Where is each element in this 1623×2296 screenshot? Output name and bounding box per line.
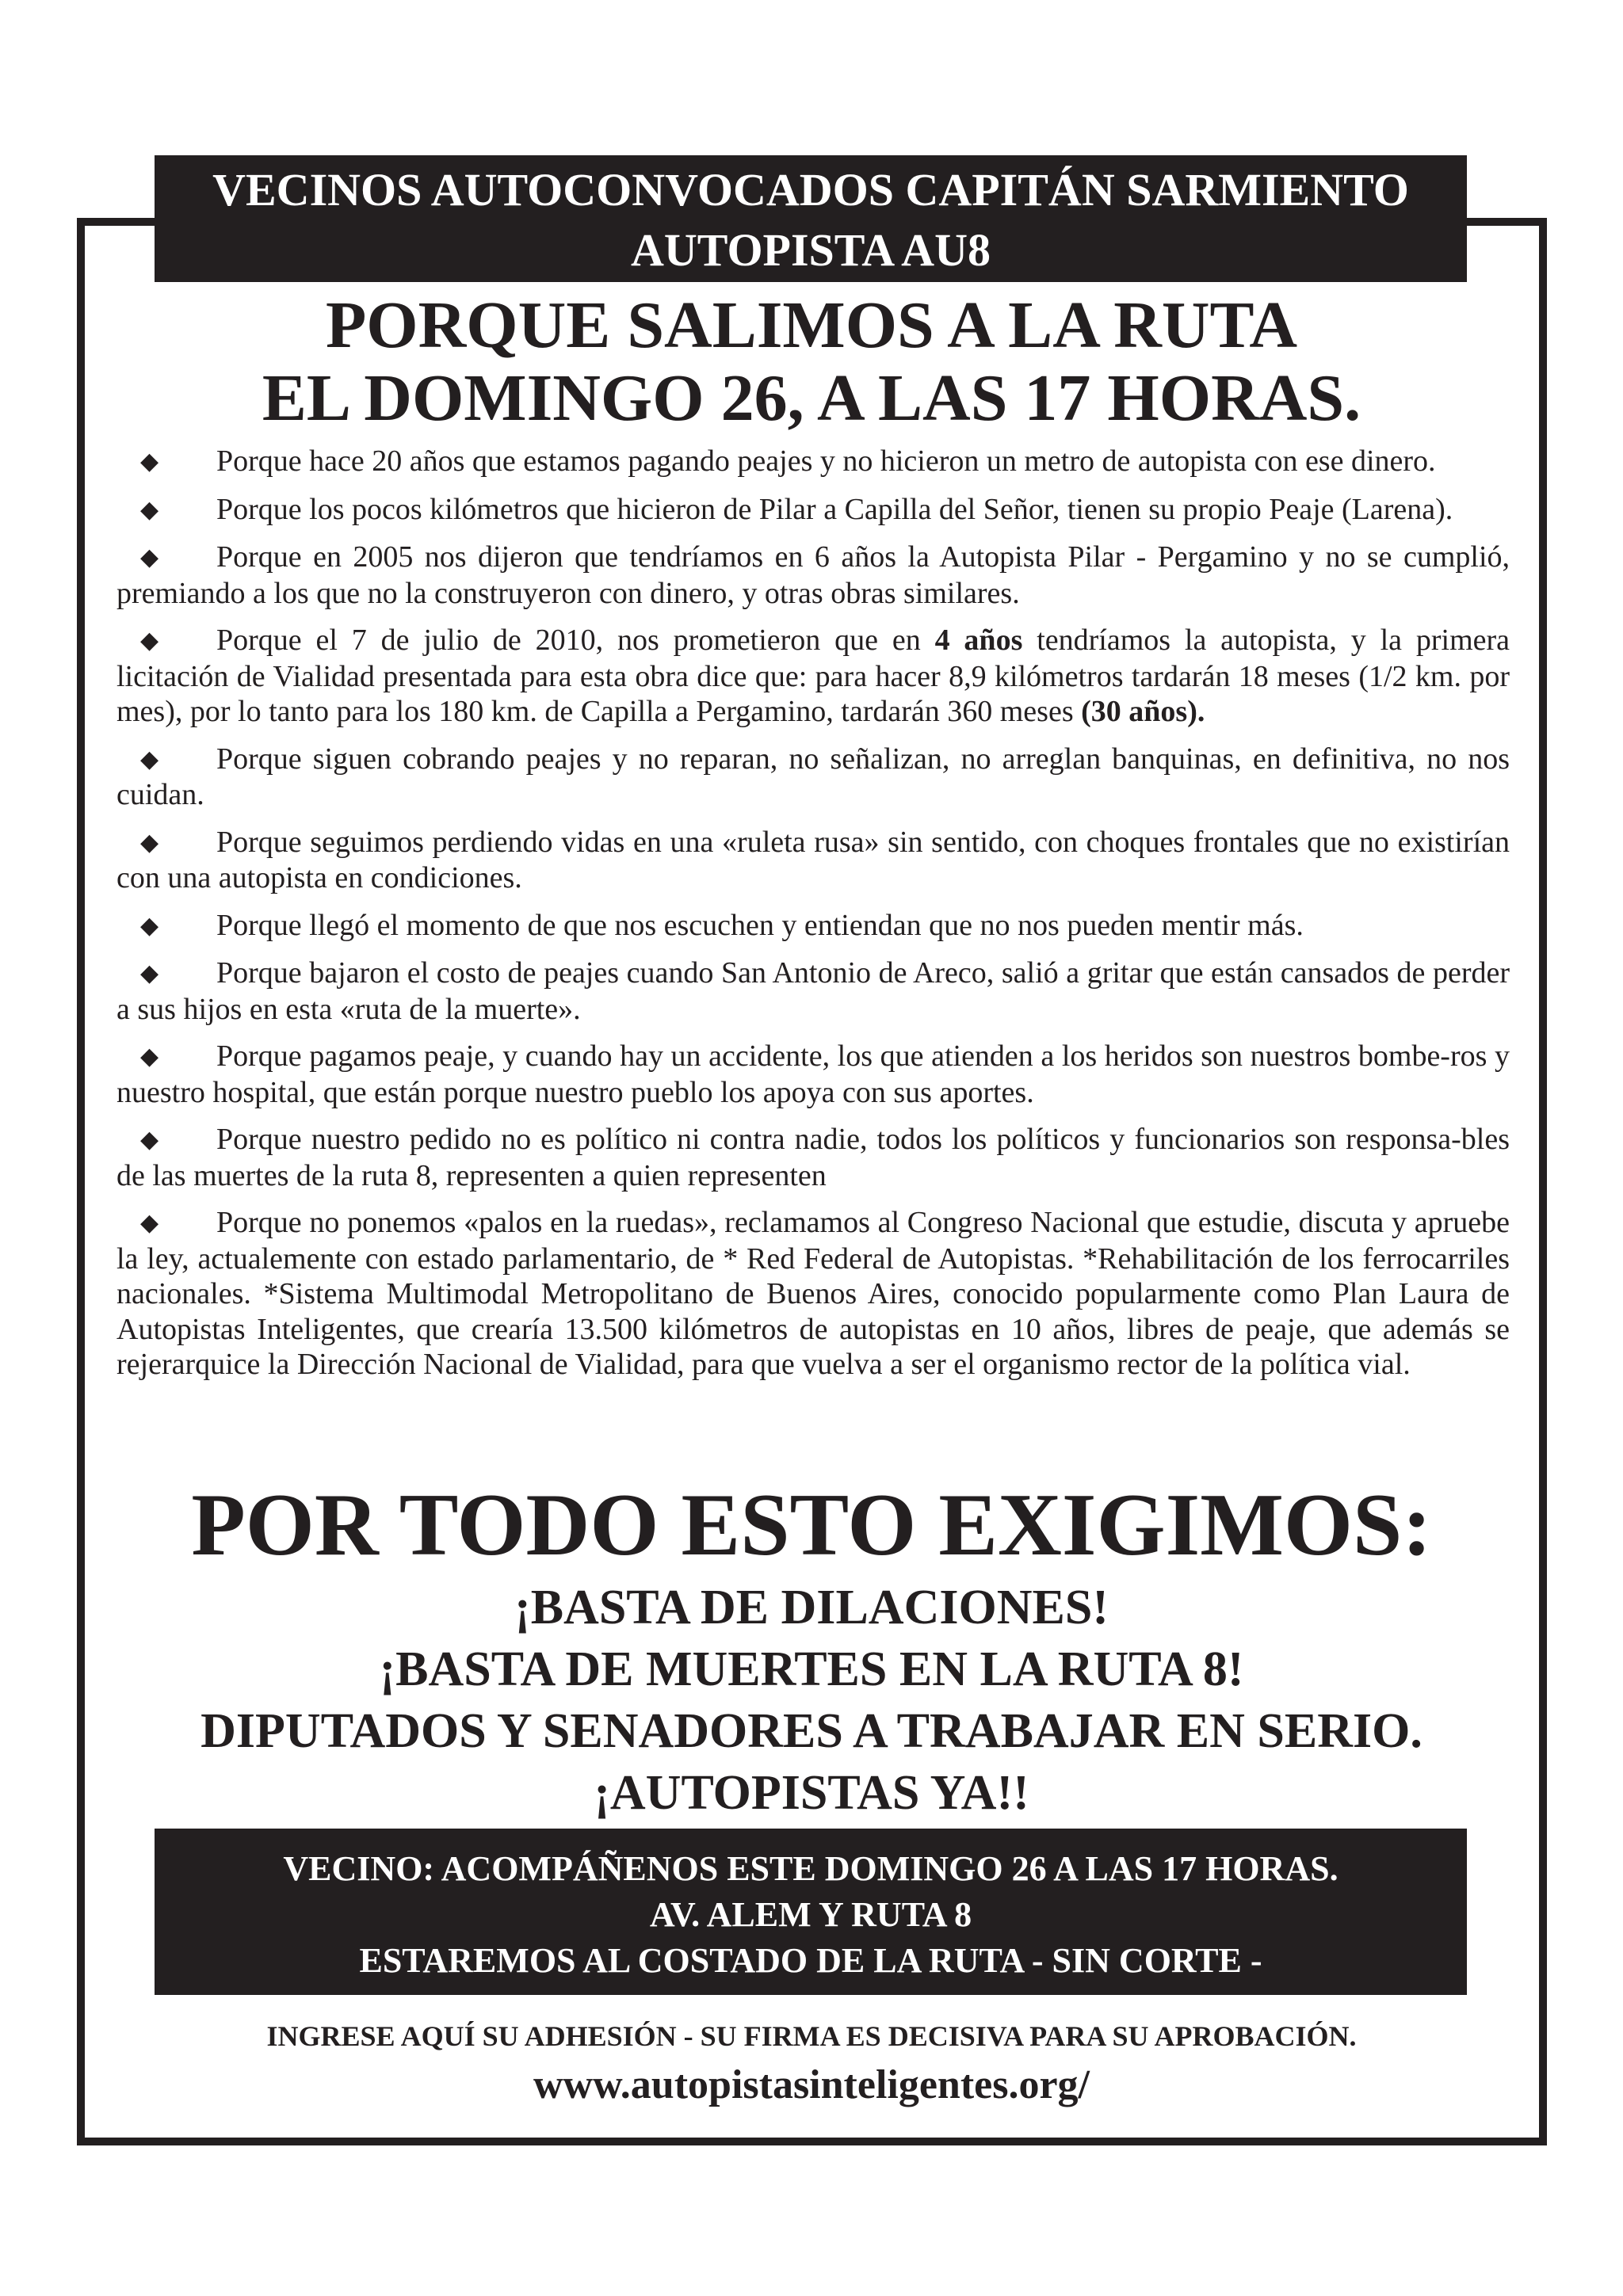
header-title: VECINOS AUTOCONVOCADOS CAPITÁN SARMIENTO (212, 164, 1409, 215)
adhesion-callout: INGRESE AQUÍ SU ADHESIÓN - SU FIRMA ES DECISIVA PARA SU APROBACIÓN. (266, 2020, 1357, 2052)
diamond-bullet-icon: ◆ (140, 1127, 159, 1153)
reason-item: ◆ Porque pagamos peaje, y cuando hay un accidente, los que atienden a los heridos son nuestros bombe-ros y nuestro hospital, que están porque nuestro pueblo los apoya con sus aportes. (116, 1039, 1510, 1109)
reason-item: ◆ Porque los pocos kilómetros que hicieron de Pilar a Capilla del Señor, tienen su propio Peaje (Larena). (116, 492, 1510, 528)
diamond-bullet-icon: ◆ (140, 746, 159, 772)
reason-item: ◆ Porque seguimos perdiendo vidas en una «ruleta rusa» sin sentido, con choques frontales que no existirían con una autopista en condiciones. (116, 825, 1510, 894)
diamond-bullet-icon: ◆ (140, 1210, 159, 1236)
demand-item: ¡BASTA DE DILACIONES! (514, 1581, 1109, 1634)
diamond-bullet-icon: ◆ (140, 1043, 159, 1070)
reason-item: ◆ Porque nuestro pedido no es político ni contra nadie, todos los políticos y funcionarios son responsa-bles de las muertes de la ruta 8, representen a quien representen (116, 1123, 1510, 1192)
footer-invitation: VECINO: ACOMPÁÑENOS ESTE DOMINGO 26 A LAS 17 HORAS. (283, 1849, 1338, 1888)
header-banner (155, 155, 1467, 282)
footer-note: ESTAREMOS AL COSTADO DE LA RUTA - SIN CORTE - (359, 1941, 1262, 1980)
demand-item: ¡BASTA DE MUERTES EN LA RUTA 8! (379, 1642, 1244, 1696)
diamond-bullet-icon: ◆ (140, 829, 159, 856)
reason-item: ◆ Porque bajaron el costo de peajes cuando San Antonio de Areco, salió a gritar que están cansados de perder a sus hijos en esta «ruta de la muerte». (116, 956, 1510, 1026)
demand-item: DIPUTADOS Y SENADORES A TRABAJAR EN SERIO. (200, 1704, 1423, 1758)
diamond-bullet-icon: ◆ (140, 448, 159, 475)
headline-line-2: EL DOMINGO 26, A LAS 17 HORAS. (262, 361, 1361, 435)
diamond-bullet-icon: ◆ (140, 960, 159, 986)
reason-item: ◆ Porque en 2005 nos dijeron que tendríamos en 6 años la Autopista Pilar - Pergamino y no se cumplió, premiando a los que no la construyeron con dinero, y otras obras similares. (116, 540, 1510, 610)
footer-location: AV. ALEM Y RUTA 8 (649, 1895, 972, 1934)
reason-item: ◆ Porque no ponemos «palos en la ruedas», reclamamos al Congreso Nacional que estudie, discuta y apruebe la ley, actualemente con estado parlamentario, de * Red Federal de Autopistas. *Rehabilitación de los ferrocarriles nacionales. *Sistema Multimodal Metropolitano de Buenos Aires, conocido popularmente como Plan Laura de Autopistas Inteligentes, que crearía 13.500 kilómetros de autopistas en 10 años, libres de peaje, que además se rejerarquice la Dirección Nacional de Vialidad, para que vuelva a ser el organismo rector de la política vial. (116, 1206, 1510, 1381)
reason-item: ◆ Porque el 7 de julio de 2010, nos prometieron que en 4 años tendríamos la autopista, y la primera licitación de Vialidad presentada para esta obra dice que: para hacer 8,9 kilómetros tardarán 18 meses (1/2 km. por mes), por lo tanto para los 180 km. de Capilla a Pergamino, tardarán 360 meses (30 años). (116, 624, 1510, 728)
headline (79, 289, 1544, 435)
diamond-bullet-icon: ◆ (140, 496, 159, 523)
diamond-bullet-icon: ◆ (140, 627, 159, 654)
bold-emphasis: (30 años). (1081, 695, 1205, 728)
demand-title: POR TODO ESTO EXIGIMOS: (191, 1476, 1432, 1574)
bold-emphasis: 4 años (934, 624, 1023, 657)
reason-item: ◆ Porque hace 20 años que estamos pagando peajes y no hicieron un metro de autopista con ese dinero. (116, 444, 1510, 480)
reason-item: ◆ Porque siguen cobrando peajes y no reparan, no señalizan, no arreglan banquinas, en definitiva, no nos cuidan. (116, 742, 1510, 811)
website-url: www.autopistasinteligentes.org/ (533, 2062, 1090, 2107)
headline-line-1: PORQUE SALIMOS A LA RUTA (326, 288, 1297, 362)
demand-item: ¡AUTOPISTAS YA!! (594, 1766, 1029, 1820)
footer-banner (155, 1829, 1467, 1995)
reason-item: ◆ Porque llegó el momento de que nos escuchen y entiendan que no nos pueden mentir más. (116, 908, 1510, 944)
reasons-list (116, 444, 1510, 1394)
diamond-bullet-icon: ◆ (140, 912, 159, 939)
header-subtitle: AUTOPISTA AU8 (631, 224, 991, 276)
diamond-bullet-icon: ◆ (140, 544, 159, 570)
demands-list (79, 1577, 1544, 1824)
